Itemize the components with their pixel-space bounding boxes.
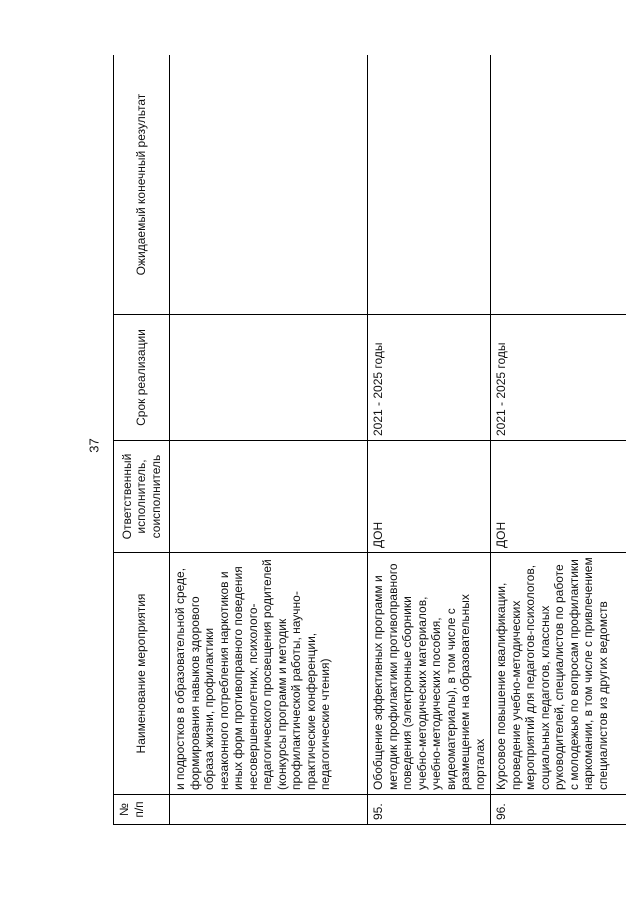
row-name: Обобщение эффективных программ и методик профилактики противоправного поведения (электронные сборники учебно-методических материалов, учебно-методических пособия, видеоматериалы), в том числе с размещением на образовательных порталах — [368, 553, 491, 795]
row-name: Курсовое повышение квалификации, проведение учебно-методических мероприятий для педагогов-психологов, социальных педагогов, классных руководителей, специалистов по работе с молодежью по вопросам профилактики наркомании, в том числе с привлечением специалистов из других ведомств — [491, 553, 627, 795]
row-executor: ДОН — [491, 441, 627, 553]
header-term: Срок реализации — [114, 315, 170, 441]
row-result — [368, 55, 491, 315]
header-num: № п/п — [114, 795, 170, 825]
row-result — [491, 55, 627, 315]
row-num: 96. — [491, 795, 627, 825]
row-num: 95. — [368, 795, 491, 825]
row-executor — [170, 441, 368, 553]
row-num — [170, 795, 368, 825]
header-name: Наименование мероприятия — [114, 553, 170, 795]
table-header-row — [114, 55, 170, 825]
row-term: 2021 - 2025 годы — [368, 315, 491, 441]
row-term: 2021 - 2025 годы — [491, 315, 627, 441]
table-container — [113, 55, 626, 825]
table-row — [170, 55, 368, 825]
table-row — [491, 55, 627, 825]
header-executor: Ответственный исполнитель, соисполнитель — [114, 441, 170, 553]
page-number: 37 — [86, 438, 102, 453]
table-row — [368, 55, 491, 825]
row-term — [170, 315, 368, 441]
row-name: и подростков в образовательной среде, формирования навыков здорового образа жизни, профилактики незаконного потребления наркотиков и иных форм противоправного поведения несовершеннолетних, психолого-педагогического просвещения родителей (конкурсы программ и методик профилактической работы, научно-практические конференции, педагогические чтения) — [170, 553, 368, 795]
measures-table — [113, 55, 626, 825]
row-executor: ДОН — [368, 441, 491, 553]
row-result — [170, 55, 368, 315]
header-result: Ожидаемый конечный результат — [114, 55, 170, 315]
